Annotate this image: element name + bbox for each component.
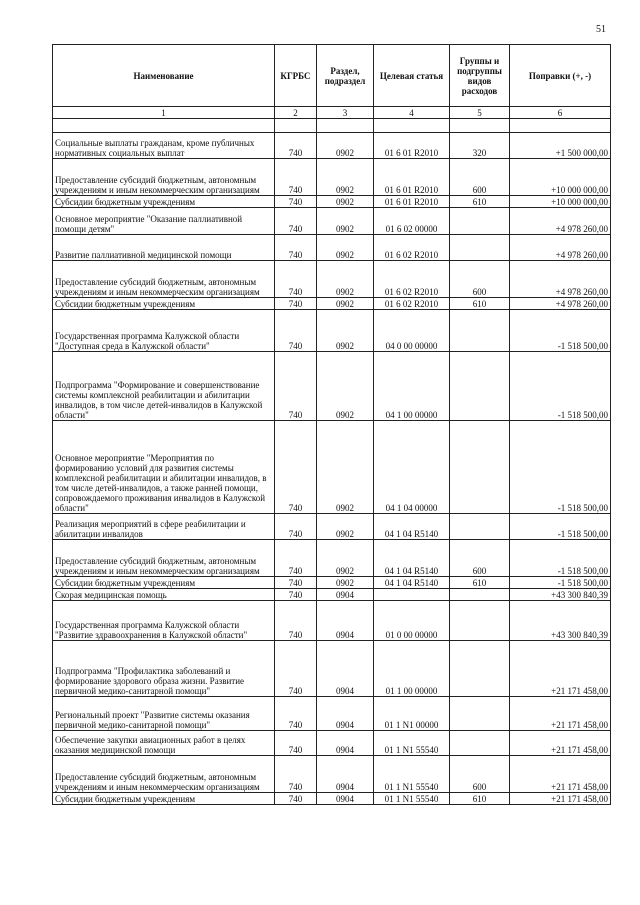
table-row bbox=[53, 697, 611, 731]
row-name: Предоставление субсидий бюджетным, автономным учреждениям и иным некоммерческим организациям bbox=[53, 159, 275, 196]
row-target: 01 6 01 R2010 bbox=[374, 196, 450, 208]
row-name: Субсидии бюджетным учреждениям bbox=[53, 577, 275, 589]
row-group: 600 bbox=[450, 261, 510, 298]
row-name: Субсидии бюджетным учреждениям bbox=[53, 298, 275, 310]
row-group: 320 bbox=[450, 133, 510, 159]
row-target: 01 1 N1 55540 bbox=[374, 793, 450, 805]
row-amount: +43 300 840,39 bbox=[510, 601, 611, 641]
row-kgrbs: 740 bbox=[275, 352, 317, 421]
row-name: Государственная программа Калужской области "Доступная среда в Калужской области" bbox=[53, 310, 275, 352]
row-group: 600 bbox=[450, 756, 510, 793]
row-name: Предоставление субсидий бюджетным, автономным учреждениям и иным некоммерческим организациям bbox=[53, 540, 275, 577]
header-groups: Группы и подгруппы видов расходов bbox=[450, 45, 510, 107]
row-section: 0904 bbox=[317, 601, 374, 641]
row-amount: +43 300 840,39 bbox=[510, 589, 611, 601]
table-header-row bbox=[53, 45, 611, 107]
row-section: 0902 bbox=[317, 540, 374, 577]
row-group: 610 bbox=[450, 298, 510, 310]
row-amount: -1 518 500,00 bbox=[510, 514, 611, 540]
row-kgrbs: 740 bbox=[275, 731, 317, 756]
row-section: 0902 bbox=[317, 577, 374, 589]
row-amount: -1 518 500,00 bbox=[510, 421, 611, 514]
row-target: 04 1 00 00000 bbox=[374, 352, 450, 421]
row-group: 610 bbox=[450, 196, 510, 208]
table-row bbox=[53, 133, 611, 159]
row-group bbox=[450, 731, 510, 756]
row-amount: +4 978 260,00 bbox=[510, 261, 611, 298]
row-target: 01 6 02 R2010 bbox=[374, 298, 450, 310]
table-row bbox=[53, 540, 611, 577]
table-row bbox=[53, 756, 611, 793]
row-target: 01 1 N1 55540 bbox=[374, 731, 450, 756]
row-section: 0902 bbox=[317, 196, 374, 208]
row-target: 01 6 01 R2010 bbox=[374, 133, 450, 159]
column-number: 6 bbox=[510, 107, 611, 119]
row-group bbox=[450, 208, 510, 235]
row-group: 610 bbox=[450, 577, 510, 589]
table-row bbox=[53, 352, 611, 421]
column-number: 2 bbox=[275, 107, 317, 119]
header-amendments: Поправки (+, -) bbox=[510, 45, 611, 107]
row-kgrbs: 740 bbox=[275, 540, 317, 577]
column-number: 1 bbox=[53, 107, 275, 119]
row-section: 0904 bbox=[317, 589, 374, 601]
row-section: 0902 bbox=[317, 421, 374, 514]
row-target: 04 1 04 R5140 bbox=[374, 577, 450, 589]
row-kgrbs: 740 bbox=[275, 641, 317, 697]
table-row bbox=[53, 793, 611, 805]
table-row bbox=[53, 577, 611, 589]
table-row bbox=[53, 514, 611, 540]
row-kgrbs: 740 bbox=[275, 577, 317, 589]
column-number: 3 bbox=[317, 107, 374, 119]
table-row bbox=[53, 208, 611, 235]
table-row bbox=[53, 731, 611, 756]
row-kgrbs: 740 bbox=[275, 793, 317, 805]
table-row bbox=[53, 196, 611, 208]
row-name: Развитие паллиативной медицинской помощи bbox=[53, 235, 275, 261]
row-amount: -1 518 500,00 bbox=[510, 540, 611, 577]
row-target: 04 1 04 R5140 bbox=[374, 514, 450, 540]
row-group bbox=[450, 310, 510, 352]
row-group bbox=[450, 641, 510, 697]
row-kgrbs: 740 bbox=[275, 196, 317, 208]
header-section: Раздел, подраздел bbox=[317, 45, 374, 107]
column-number-row bbox=[53, 107, 611, 119]
page-number: 51 bbox=[596, 24, 606, 35]
row-amount: +21 171 458,00 bbox=[510, 731, 611, 756]
row-section: 0902 bbox=[317, 133, 374, 159]
row-section: 0902 bbox=[317, 298, 374, 310]
row-group bbox=[450, 352, 510, 421]
row-kgrbs: 740 bbox=[275, 133, 317, 159]
row-section: 0902 bbox=[317, 235, 374, 261]
row-amount: +21 171 458,00 bbox=[510, 793, 611, 805]
row-section: 0902 bbox=[317, 208, 374, 235]
header-name: Наименование bbox=[53, 45, 275, 107]
row-kgrbs: 740 bbox=[275, 756, 317, 793]
table-row bbox=[53, 235, 611, 261]
table-row bbox=[53, 641, 611, 697]
row-group bbox=[450, 235, 510, 261]
table-row bbox=[53, 310, 611, 352]
row-name: Государственная программа Калужской области "Развитие здравоохранения в Калужской области" bbox=[53, 601, 275, 641]
row-target: 04 1 04 00000 bbox=[374, 421, 450, 514]
row-section: 0902 bbox=[317, 514, 374, 540]
header-target: Целевая статья bbox=[374, 45, 450, 107]
row-name: Субсидии бюджетным учреждениям bbox=[53, 196, 275, 208]
table-row bbox=[53, 298, 611, 310]
row-name: Скорая медицинская помощь bbox=[53, 589, 275, 601]
row-amount: +4 978 260,00 bbox=[510, 208, 611, 235]
row-section: 0904 bbox=[317, 793, 374, 805]
row-name: Социальные выплаты гражданам, кроме публичных нормативных социальных выплат bbox=[53, 133, 275, 159]
row-section: 0904 bbox=[317, 756, 374, 793]
row-amount: +21 171 458,00 bbox=[510, 697, 611, 731]
row-amount: -1 518 500,00 bbox=[510, 352, 611, 421]
row-kgrbs: 740 bbox=[275, 298, 317, 310]
header-kgrbs: КГРБС bbox=[275, 45, 317, 107]
row-amount: -1 518 500,00 bbox=[510, 310, 611, 352]
row-target: 01 6 01 R2010 bbox=[374, 159, 450, 196]
row-amount: +21 171 458,00 bbox=[510, 756, 611, 793]
row-group bbox=[450, 601, 510, 641]
row-name: Обеспечение закупки авиационных работ в целях оказания медицинской помощи bbox=[53, 731, 275, 756]
row-target: 01 6 02 R2010 bbox=[374, 261, 450, 298]
row-kgrbs: 740 bbox=[275, 697, 317, 731]
row-section: 0902 bbox=[317, 352, 374, 421]
row-section: 0902 bbox=[317, 310, 374, 352]
row-amount: -1 518 500,00 bbox=[510, 577, 611, 589]
budget-table bbox=[52, 44, 611, 805]
row-kgrbs: 740 bbox=[275, 589, 317, 601]
row-amount: +4 978 260,00 bbox=[510, 298, 611, 310]
row-target: 04 0 00 00000 bbox=[374, 310, 450, 352]
row-name: Подпрограмма "Профилактика заболеваний и формирование здорового образа жизни. Развитие первичной медико-санитарной помощи" bbox=[53, 641, 275, 697]
row-target: 01 6 02 00000 bbox=[374, 208, 450, 235]
row-group bbox=[450, 514, 510, 540]
row-name: Региональный проект "Развитие системы оказания первичной медико-санитарной помощи" bbox=[53, 697, 275, 731]
row-kgrbs: 740 bbox=[275, 208, 317, 235]
row-name: Основное мероприятие "Мероприятия по формированию условий для развития системы комплексной реабилитации и абилитации инвалидов, в том числе детей-инвалидов, а также ранней помощи, сопровождаемого проживания инвалидов в Калужской области" bbox=[53, 421, 275, 514]
row-name: Предоставление субсидий бюджетным, автономным учреждениям и иным некоммерческим организациям bbox=[53, 261, 275, 298]
row-kgrbs: 740 bbox=[275, 514, 317, 540]
table-row bbox=[53, 421, 611, 514]
row-amount: +21 171 458,00 bbox=[510, 641, 611, 697]
row-group bbox=[450, 421, 510, 514]
row-kgrbs: 740 bbox=[275, 310, 317, 352]
row-target: 01 1 N1 00000 bbox=[374, 697, 450, 731]
table-row bbox=[53, 589, 611, 601]
row-group bbox=[450, 697, 510, 731]
row-name: Подпрограмма "Формирование и совершенствование системы комплексной реабилитации и абилитации инвалидов, в том числе детей-инвалидов в Калужской области" bbox=[53, 352, 275, 421]
row-section: 0904 bbox=[317, 731, 374, 756]
spacer-row bbox=[53, 119, 611, 133]
row-target: 01 6 02 R2010 bbox=[374, 235, 450, 261]
column-number: 5 bbox=[450, 107, 510, 119]
row-amount: +1 500 000,00 bbox=[510, 133, 611, 159]
row-amount: +10 000 000,00 bbox=[510, 196, 611, 208]
column-number: 4 bbox=[374, 107, 450, 119]
row-group: 610 bbox=[450, 793, 510, 805]
row-amount: +4 978 260,00 bbox=[510, 235, 611, 261]
row-name: Основное мероприятие "Оказание паллиативной помощи детям" bbox=[53, 208, 275, 235]
row-group bbox=[450, 589, 510, 601]
table-row bbox=[53, 601, 611, 641]
row-target: 01 1 N1 55540 bbox=[374, 756, 450, 793]
row-name: Предоставление субсидий бюджетным, автономным учреждениям и иным некоммерческим организациям bbox=[53, 756, 275, 793]
row-section: 0904 bbox=[317, 697, 374, 731]
row-name: Субсидии бюджетным учреждениям bbox=[53, 793, 275, 805]
row-kgrbs: 740 bbox=[275, 235, 317, 261]
row-section: 0904 bbox=[317, 641, 374, 697]
table-row bbox=[53, 159, 611, 196]
row-section: 0902 bbox=[317, 261, 374, 298]
row-group: 600 bbox=[450, 540, 510, 577]
row-target: 01 1 00 00000 bbox=[374, 641, 450, 697]
row-group: 600 bbox=[450, 159, 510, 196]
row-target: 01 0 00 00000 bbox=[374, 601, 450, 641]
row-kgrbs: 740 bbox=[275, 261, 317, 298]
row-kgrbs: 740 bbox=[275, 601, 317, 641]
row-target bbox=[374, 589, 450, 601]
table-row bbox=[53, 261, 611, 298]
row-kgrbs: 740 bbox=[275, 421, 317, 514]
row-kgrbs: 740 bbox=[275, 159, 317, 196]
row-section: 0902 bbox=[317, 159, 374, 196]
row-target: 04 1 04 R5140 bbox=[374, 540, 450, 577]
row-name: Реализация мероприятий в сфере реабилитации и абилитации инвалидов bbox=[53, 514, 275, 540]
row-amount: +10 000 000,00 bbox=[510, 159, 611, 196]
